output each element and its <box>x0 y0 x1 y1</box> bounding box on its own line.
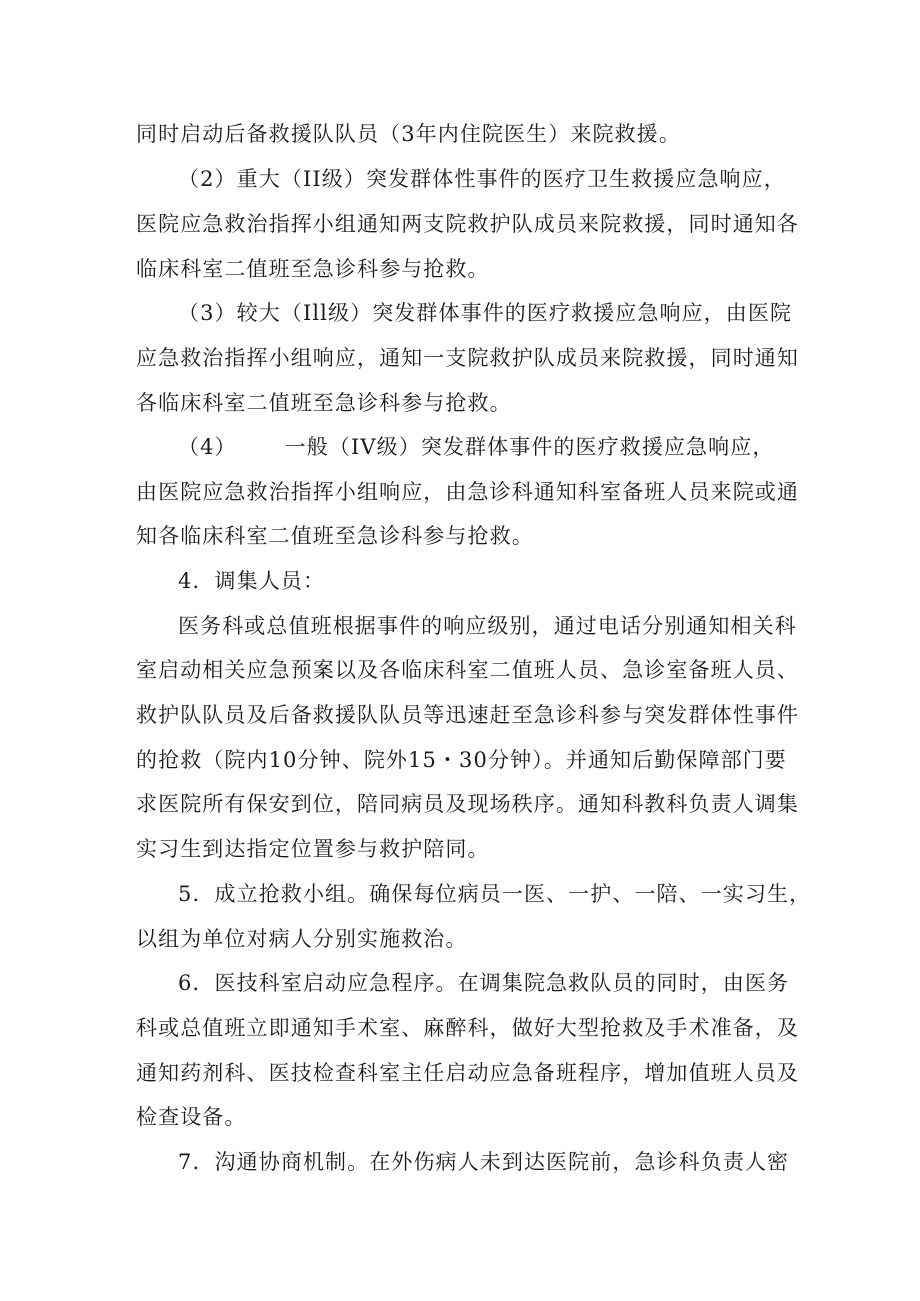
text-line: （3）较大（Ill级）突发群体事件的医疗救援应急响应，由医院 <box>178 301 793 325</box>
text-line: 求医院所有保安到位，陪同病员及现场秩序。通知科教科负责人调集 <box>136 792 799 816</box>
text-line: 应急救治指挥小组响应，通知一支院救护队成员来院救援，同时通知 <box>136 346 799 370</box>
text-line: 室启动相关应急预案以及各临床科室二值班人员、急诊室备班人员、 <box>136 658 799 682</box>
text-line: 实习生到达指定位置参与救护陪同。 <box>136 837 490 861</box>
text-line: 各临床科室二值班至急诊科参与抢救。 <box>136 391 512 415</box>
text-line: 检查设备。 <box>136 1105 247 1129</box>
text-line: 以组为单位对病人分别实施救治。 <box>136 927 468 951</box>
section-heading: 4．调集人员： <box>178 569 326 593</box>
text-line: 救护队队员及后备救援队队员等迅速赶至急诊科参与突发群体性事件 <box>136 703 799 727</box>
text-line: 的抢救（院内10分钟、院外15・30分钟）。并通知后勤保障部门要 <box>136 748 787 772</box>
item-text: 一般（IV级）突发群体事件的医疗救援应急响应， <box>284 435 775 459</box>
text-line: （2）重大（II级）突发群体性事件的医疗卫生救援应急响应， <box>178 167 786 191</box>
text-line: 临床科室二值班至急诊科参与抢救。 <box>136 257 490 281</box>
text-line <box>178 432 774 462</box>
text-line: 医院应急救治指挥小组通知两支院救护队成员来院救援，同时通知各 <box>136 212 799 236</box>
text-line: 通知药剂科、医技检查科室主任启动应急备班程序，增加值班人员及 <box>136 1061 799 1085</box>
text-line: 由医院应急救治指挥小组响应，由急诊科通知科室备班人员来院或通 <box>136 480 799 504</box>
text-line: 知各临床科室二值班至急诊科参与抢救。 <box>136 524 534 548</box>
text-line: 科或总值班立即通知手术室、麻醉科，做好大型抢救及手术准备，及 <box>136 1016 799 1040</box>
text-line: 7．沟通协商机制。在外伤病人未到达医院前，急诊科负责人密 <box>178 1150 790 1174</box>
text-line: 同时启动后备救援队队员（3年内住院医生）来院救援。 <box>136 122 681 146</box>
text-line: 医务科或总值班根据事件的响应级别，通过电话分别通知相关科 <box>178 614 797 638</box>
item-number: （4） <box>178 435 237 459</box>
text-line: 5．成立抢救小组。确保每位病员一医、一护、一陪、一实习生， <box>178 882 812 906</box>
text-line: 6．医技科室启动应急程序。在调集院急救队员的同时，由医务 <box>178 971 790 995</box>
